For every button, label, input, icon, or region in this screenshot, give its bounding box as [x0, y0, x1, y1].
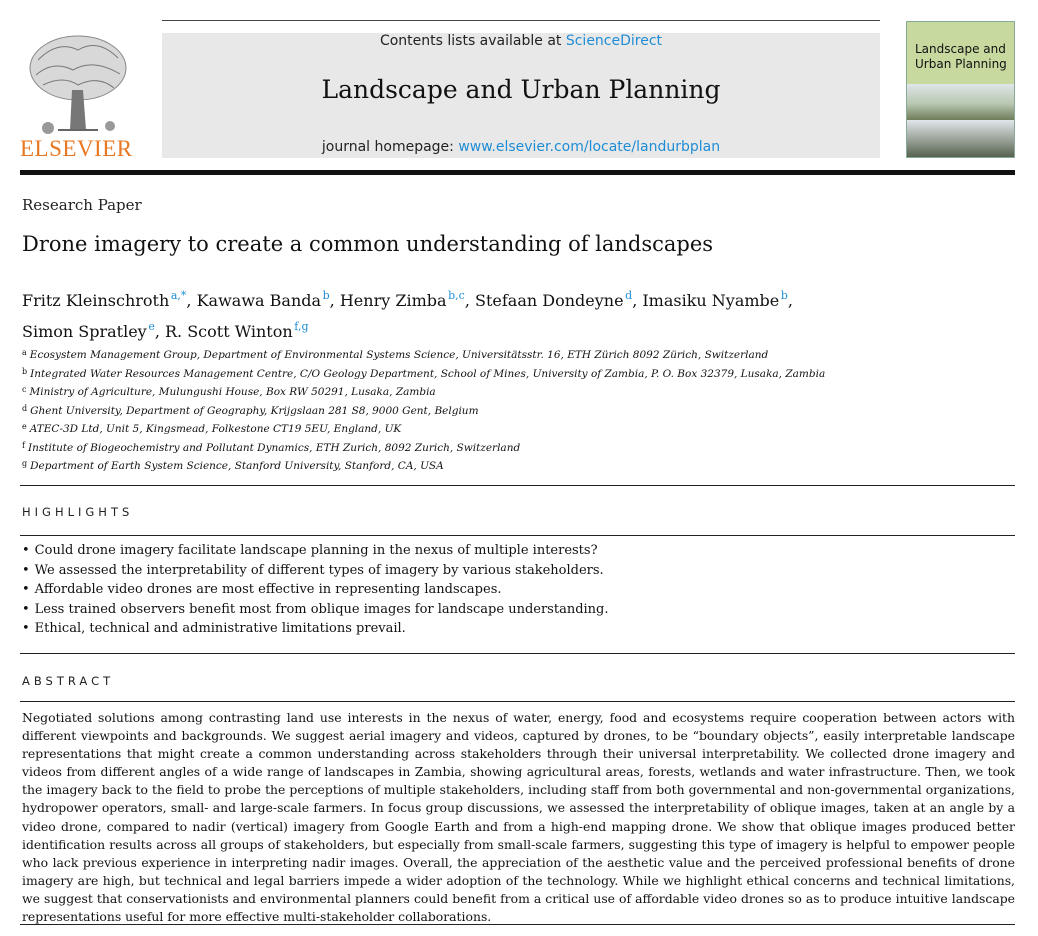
author-affil-link[interactable]: d: [625, 289, 633, 302]
journal-header: [162, 33, 880, 158]
author-name[interactable]: R. Scott Winton: [165, 322, 293, 341]
affiliation-text: Integrated Water Resources Management Centre, C/O Geology Department, School of Mines, University of Zambia, P. O. Box 32379, Lusaka, Zambia: [30, 367, 826, 380]
affiliation-label: e: [22, 422, 27, 431]
affiliation-item: [22, 382, 1012, 401]
affiliation-text: Ecosystem Management Group, Department of Environmental Systems Science, Universitätsstr. 16, ETH Zürich 8092 Zürich, Switzerland: [29, 349, 769, 361]
affiliation-text: Department of Earth System Science, Stanford University, Stanford, CA, USA: [30, 460, 444, 472]
affiliation-label: d: [22, 403, 28, 413]
affiliation-list: [22, 345, 1012, 475]
affiliation-text: ATEC-3D Ltd, Unit 5, Kingsmead, Folkestone CT19 5EU, England, UK: [29, 423, 402, 435]
journal-cover[interactable]: [906, 21, 1015, 158]
affiliation-label: b: [22, 366, 28, 376]
highlight-item: • Could drone imagery facilitate landscape planning in the nexus of multiple interests?: [22, 541, 1012, 561]
section-divider: [20, 653, 1015, 654]
affiliation-item: [22, 401, 1012, 420]
header-divider: [20, 170, 1015, 175]
cover-title: Landscape and Urban Planning: [915, 42, 1007, 71]
author-affil-link[interactable]: a,*: [170, 289, 187, 302]
author-affil-link[interactable]: e: [148, 320, 155, 333]
section-divider: [20, 701, 1015, 702]
highlight-item: • Ethical, technical and administrative limitations prevail.: [22, 619, 1012, 639]
author-name[interactable]: Stefaan Dondeyne: [475, 291, 624, 310]
section-divider: [20, 485, 1015, 486]
affiliation-item: [22, 456, 1012, 475]
author-list: Fritz Kleinschroth $^{a,*}$, Kawawa Banda $^b$, Henry Zimba $^{b,c}$, Stefaan Dondeyne $^d$, Imasiku Nyambe $^b$, Simon Spratley $^e$, R. Scott Winton $^{f,g}$: [22, 289, 793, 341]
journal-title: Landscape and Urban Planning: [321, 75, 721, 104]
section-divider: [20, 535, 1015, 536]
author-name[interactable]: Imasiku Nyambe: [642, 291, 780, 310]
highlight-item: • Affordable video drones are most effective in representing landscapes.: [22, 580, 1012, 600]
highlights-heading: HIGHLIGHTS: [22, 505, 134, 519]
affiliation-item: [22, 364, 1012, 383]
highlight-item: • We assessed the interpretability of different types of imagery by various stakeholders.: [22, 561, 1012, 581]
affiliation-text: Institute of Biogeochemistry and Pollutant Dynamics, ETH Zurich, 8092 Zurich, Switzerland: [27, 441, 521, 454]
section-divider: [20, 924, 1015, 925]
cover-photo-top: [907, 84, 1015, 120]
author-name[interactable]: Fritz Kleinschroth: [22, 291, 170, 310]
affiliation-text: Ghent University, Department of Geography, Krijgslaan 281 S8, 9000 Gent, Belgium: [30, 404, 479, 417]
article-title: Drone imagery to create a common understanding of landscapes: [22, 232, 714, 256]
abstract-text: Negotiated solutions among contrasting land use interests in the nexus of water, energy, food and ecosystems require cooperation between actors with different viewpoints and backgrounds. We suggest aerial imagery and videos, captured by drones, to be “boundary objects”, easily interpretable landscape representations that might create a common understanding across stakeholders through their universal interpretability. We collected drone imagery and videos from different angles of a wide range of landscapes in Zambia, showing agricultural areas, forests, wetlands and water infrastructure. Then, we took the imagery back to the field to probe the perceptions of multiple stakeholders, including staff from both governmental and non-governmental organizations, hydropower operators, small- and large-scale farmers. In focus group discussions, we assessed the interpretability of oblique images, taken at an angle by a video drone, compared to nadir (vertical) imagery from Google Earth and from a high-end mapping drone. We show that oblique images produced better identification results across all groups of stakeholders, but especially from small-scale farmers, suggesting this type of imagery is helpful to empower people who lack previous experience in interpreting nadir images. Overall, the appreciation of the aesthetic value and the perceived professional benefits of drone imagery are high, but technical and legal barriers impede a wider adoption of the technology. While we highlight ethical concerns and technical limitations, we suggest that conservationists and environmental planners could benefit from a critical use of affordable video drones so as to produce intuitive landscape representations useful for more effective multi-stakeholder collaborations.: [22, 710, 1015, 925]
affiliation-label: c: [22, 385, 27, 394]
author-affil-link[interactable]: f,g: [294, 320, 309, 333]
author-name[interactable]: Kawawa Banda: [196, 291, 322, 310]
contents-prefix: Contents lists available at: [379, 33, 566, 49]
author-name[interactable]: Simon Spratley: [22, 322, 147, 341]
top-rule: [162, 20, 880, 21]
homepage-prefix: journal homepage:: [321, 139, 459, 155]
author-name[interactable]: Henry Zimba: [339, 291, 447, 310]
contents-available-line: [162, 33, 880, 49]
publisher-wordmark[interactable]: ELSEVIER: [20, 136, 133, 161]
highlight-item: • Less trained observers benefit most from oblique images for landscape understanding.: [22, 600, 1012, 620]
affiliation-item: [22, 438, 1012, 457]
journal-homepage-line: [162, 139, 880, 155]
homepage-link[interactable]: www.elsevier.com/locate/landurbplan: [458, 139, 721, 155]
affiliation-item: [22, 345, 1012, 364]
author-affil-link[interactable]: b,c: [448, 289, 465, 302]
abstract-heading: ABSTRACT: [22, 674, 115, 688]
affiliation-text: Ministry of Agriculture, Mulungushi House, Box RW 50291, Lusaka, Zambia: [29, 386, 436, 398]
author-affil-link[interactable]: b: [780, 289, 788, 302]
affiliation-label: g: [22, 459, 28, 468]
author-affil-link[interactable]: b: [322, 289, 330, 302]
affiliation-label: f: [22, 440, 25, 450]
affiliation-label: a: [22, 348, 27, 357]
affiliation-item: [22, 419, 1012, 438]
article-type: Research Paper: [22, 196, 142, 214]
cover-photo-bottom: [907, 120, 1015, 158]
sciencedirect-link[interactable]: ScienceDirect: [565, 33, 663, 49]
highlights-list: [22, 541, 1012, 639]
